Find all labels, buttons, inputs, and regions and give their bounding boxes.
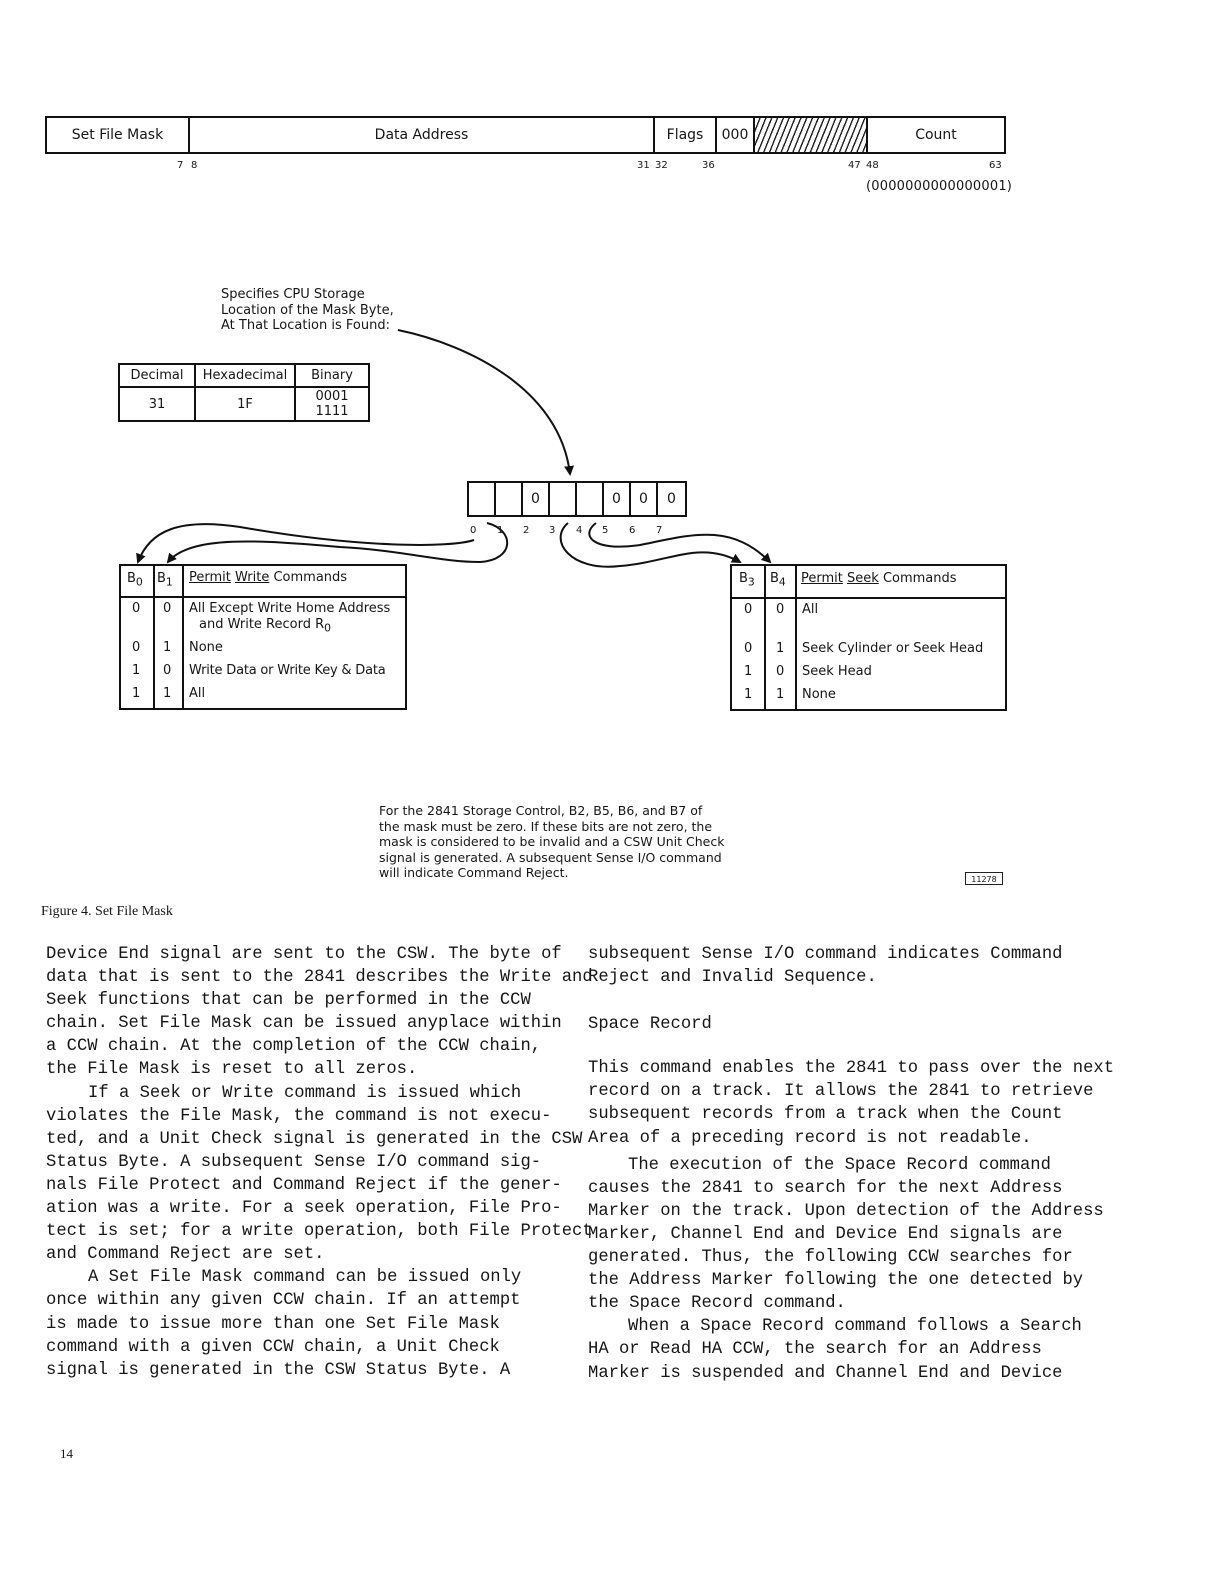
mask-bit-cell: 0: [604, 483, 631, 515]
paragraph: [588, 1057, 1114, 1149]
mask-bit-label: 0: [470, 525, 477, 536]
mask-bit-cell: 0: [667, 491, 676, 507]
text-line: and Command Reject are set.: [46, 1245, 325, 1265]
mask-bit-label: 7: [656, 525, 663, 536]
text-line: violates the File Mask, the command is not execu-: [46, 1106, 552, 1126]
table-cell: 1: [776, 687, 785, 702]
mask-bit-label: 3: [549, 525, 556, 536]
bit-position: 31: [637, 160, 650, 171]
table-header: Binary: [295, 364, 369, 387]
arrow-bit3-to-b3: [561, 523, 740, 567]
permit-write-table: [119, 564, 407, 710]
mask-byte: [467, 481, 687, 517]
mask-bit-label: 4: [576, 525, 583, 536]
table-cell: All: [802, 602, 819, 617]
b0-header: $B_0$: [127, 571, 143, 589]
note-line: the mask must be zero. If these bits are not zero, the: [379, 818, 713, 834]
section-heading: Space Record: [588, 1015, 712, 1035]
figure-caption: Figure 4. Set File Mask: [41, 904, 173, 919]
column-divider: [764, 566, 766, 709]
figure-id-box: 11278: [965, 872, 1003, 885]
table-cell: 1: [132, 663, 141, 678]
text-line: record on a track. It allows the 2841 to retrieve: [588, 1082, 1094, 1102]
permit-seek-table: [730, 564, 1007, 711]
table-cell: 0: [744, 641, 753, 656]
text-line: is made to issue more than one Set File Mask: [46, 1314, 500, 1334]
table-cell: All: [189, 686, 206, 701]
permit-write-header: Permit Write Commands: [189, 570, 348, 585]
note-line: mask is considered to be invalid and a CSW Unit Check: [379, 834, 725, 849]
text-line: When a Space Record command follows a Search: [628, 1317, 1082, 1337]
text-line: If a Seek or Write command is issued which: [88, 1083, 522, 1103]
bit-position: 32: [655, 160, 668, 171]
mask-bit-cell: 0: [631, 483, 658, 515]
table-cell: 0: [776, 602, 785, 617]
table-cell: 0: [163, 663, 172, 678]
text-line: causes the 2841 to search for the next Address: [588, 1178, 1063, 1198]
storage-control-note: [379, 803, 724, 881]
text-line: HA or Read HA CCW, the search for an Address: [588, 1340, 1042, 1360]
text-line: Status Byte. A subsequent Sense I/O command sig-: [46, 1152, 542, 1172]
b4-header: $B_4$: [770, 571, 786, 589]
table-cell: 1: [163, 640, 172, 655]
bit-position: 7: [177, 160, 184, 171]
text-line: Seek functions that can be performed in the CCW: [46, 991, 531, 1011]
right-column: [588, 943, 1114, 1385]
text-line: A Set File Mask command can be issued only: [88, 1268, 522, 1288]
table-cell: 1: [744, 664, 753, 679]
permit-seek-header: Permit Seek Commands: [801, 571, 957, 586]
ccw-count-field: Count: [915, 127, 957, 143]
text-line: signal is generated in the CSW Status Byte. A: [46, 1360, 511, 1380]
mask-bit-label: 6: [629, 525, 636, 536]
mask-bit-cell: [577, 483, 604, 515]
column-divider: [182, 566, 184, 708]
annotation-line: Location of the Mask Byte,: [221, 302, 394, 318]
text-line: data that is sent to the 2841 describes the Write and: [46, 968, 593, 988]
column-divider: [795, 566, 797, 709]
mask-bit-cell: [469, 483, 496, 515]
text-line: tect is set; for a write operation, both File Protect: [46, 1222, 593, 1242]
bit-position: 47: [848, 160, 861, 171]
paragraph: [46, 1266, 593, 1381]
header-divider: [732, 597, 1005, 599]
table-cell: 0: [132, 601, 141, 616]
arrow-bit4-to-b4: [589, 523, 770, 562]
table-cell: All Except Write Home Address: [189, 601, 391, 616]
note-line: will indicate Command Reject.: [379, 865, 569, 880]
text-line: This command enables the 2841 to pass over the next: [588, 1059, 1115, 1079]
table-cell: Seek Cylinder or Seek Head: [802, 641, 984, 656]
text-line: Marker on the track. Upon detection of the Address: [588, 1201, 1104, 1221]
note-line: For the 2841 Storage Control, B2, B5, B6, and B7 of: [379, 803, 703, 818]
text-line: command with a given CCW chain, a Unit Check: [46, 1337, 500, 1357]
text-line: subsequent Sense I/O command indicates Command: [588, 945, 1063, 964]
b1-header: $B_1$: [157, 571, 173, 589]
table-cell: 1: [163, 686, 172, 701]
text-line: subsequent records from a track when the Count: [588, 1105, 1063, 1125]
text-line: Area of a preceding record is not readable.: [588, 1128, 1032, 1148]
b3-header: $B_3$: [739, 571, 755, 589]
paragraph: [46, 943, 593, 1082]
table-cell: None: [189, 640, 223, 655]
text-line: Marker, Channel End and Device End signals are: [588, 1224, 1063, 1244]
arrow-to-mask-byte: [398, 330, 570, 474]
note-line: signal is generated. A subsequent Sense I/O command: [379, 849, 722, 865]
ccw-flags-field: Flags: [655, 118, 717, 152]
table-cell: 1: [776, 641, 785, 656]
paragraph: [588, 1315, 1114, 1384]
ccw-data-address-field: Data Address: [190, 118, 655, 152]
table-cell: None: [802, 687, 836, 702]
header-divider: [121, 596, 405, 598]
table-cell: 1: [132, 686, 141, 701]
text-line: nals File Protect and Command Reject if the gener-: [46, 1175, 562, 1195]
text-line: the Address Marker following the one detected by: [588, 1271, 1084, 1291]
count-value: (0000000000000001): [866, 179, 1013, 194]
bit-position: 8: [191, 160, 198, 171]
text-line: Marker is suspended and Channel End and Device: [588, 1363, 1063, 1383]
text-line: ation was a write. For a seek operation, File Pro-: [46, 1199, 562, 1219]
bit-position: 63: [989, 160, 1002, 171]
table-header: Decimal: [119, 364, 195, 387]
paragraph: [46, 1082, 593, 1267]
annotation-line: At That Location is Found:: [221, 318, 390, 333]
text-line: generated. Thus, the following CCW searches for: [588, 1248, 1073, 1268]
paragraph: [588, 943, 1114, 989]
table-cell: and Write Record $R_0$: [199, 617, 332, 635]
table-cell: Seek Head: [802, 664, 872, 679]
mask-bit-cell: 0: [523, 483, 550, 515]
column-divider: [153, 566, 155, 708]
bit-position: 48: [866, 160, 879, 171]
ccw-zeros-field: 000: [717, 118, 755, 152]
page-number: 14: [60, 1446, 73, 1461]
table-cell: 0: [744, 602, 753, 617]
text-line: a CCW chain. At the completion of the CCW chain,: [46, 1037, 542, 1057]
text-line: Reject and Invalid Sequence.: [588, 968, 877, 988]
mask-bit-cell: [550, 483, 577, 515]
text-line: The execution of the Space Record command: [628, 1155, 1051, 1175]
mask-bit-label: 2: [523, 525, 530, 536]
bit-position: 36: [702, 160, 715, 171]
table-cell: 0: [132, 640, 141, 655]
table-cell: 0001 1111: [295, 387, 369, 421]
text-line: Device End signal are sent to the CSW. The byte of: [46, 945, 562, 964]
text-line: once within any given CCW chain. If an attempt: [46, 1291, 521, 1311]
text-line: chain. Set File Mask can be issued anyplace within: [46, 1014, 562, 1034]
mask-bit-label: 5: [602, 525, 609, 536]
table-cell: 1: [744, 687, 753, 702]
ccw-command-field: Set File Mask: [47, 118, 190, 152]
table-cell: 0: [163, 601, 172, 616]
mask-bit-cell: [496, 483, 523, 515]
paragraph: [588, 1154, 1114, 1316]
text-line: ted, and a Unit Check signal is generated in the CSW: [46, 1129, 583, 1149]
table-cell: 0: [776, 664, 785, 679]
left-column: [46, 943, 593, 1382]
text-line: the File Mask is reset to all zeros.: [46, 1060, 418, 1080]
mask-bit-label: 1: [497, 525, 504, 536]
annotation-line: Specifies CPU Storage: [221, 287, 365, 302]
table-header: Hexadecimal: [195, 364, 295, 387]
text-line: the Space Record command.: [588, 1294, 846, 1314]
table-cell: Write Data or Write Key & Data: [189, 663, 386, 678]
table-cell: 1F: [195, 387, 295, 421]
table-cell: 31: [119, 387, 195, 421]
